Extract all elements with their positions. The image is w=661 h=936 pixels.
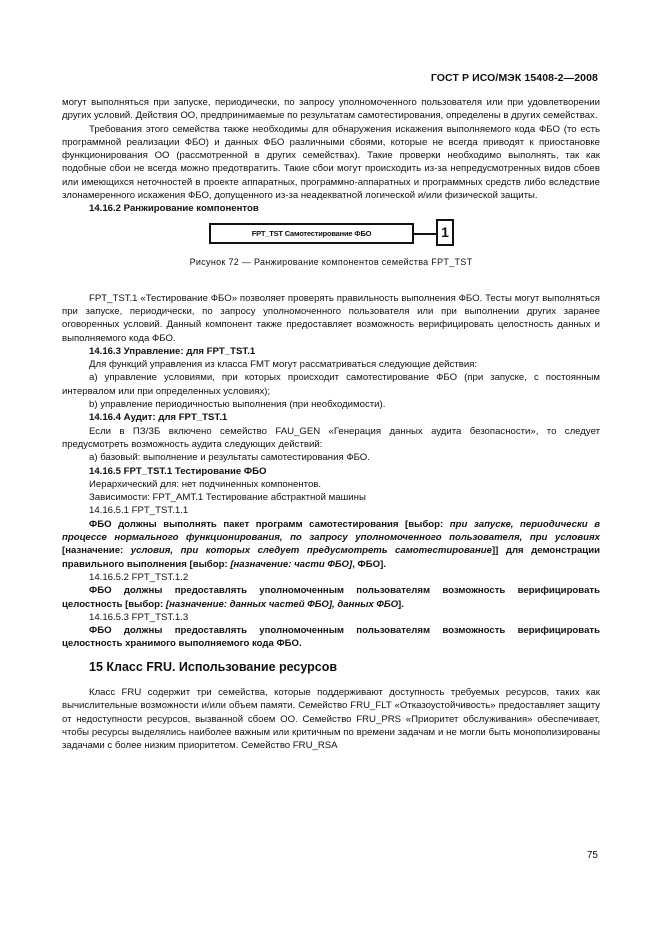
document-header: ГОСТ Р ИСО/МЭК 15408-2—2008 (430, 72, 598, 84)
paragraph: Требования этого семейства также необходимы для обнаружения искажения выполняемого кода ФБО (то есть программной реализации ФБО) и данных ФБО различными сбоями, которые не всегда приводят к приостановке функционирования ОО (рассмотренной в других семействах). Такие проверки необходимо выполнять, так как подобные сбои не всегда можно предотвратить. Такие сбои могут происходить из-за непредусмотренных видов сбоев или имеющихся неточностей в проекте аппаратных, программно-аппаратных и программных средств либо вследствие злонамеренного искажения ФБО, допущенного из-за неадекватной логической и/или физической защиты. (62, 123, 600, 202)
subsection-heading: 14.16.2 Ранжирование компонентов (89, 203, 259, 215)
paragraph: могут выполняться при запуске, периодически, по запросу уполномоченного пользователя или при удовлетворении других условий. Действия ОО, предпринимаемые по результатам самотестирования, определены в других семействах. (62, 97, 600, 122)
connector-line (414, 233, 436, 235)
paragraph: Класс FRU содержит три семейства, которые поддерживают доступность требуемых ресурсов, таких как вычислительные возможности и/или объем памяти. Семейство FRU_FLT «Отказоустойчивость» предоставляет защиту от недоступности ресурсов, вызванной сбоем ОО. Семейство FRU_PRS «Приоритет обслуживания» обеспечивает, чтобы ресурсы выделялись наиболее важным или критичным по времени задачам и не могли быть монополизированы задачами с более низким приоритетом. Семейство FRU_RSA (62, 686, 600, 752)
figure-caption: Рисунок 72 — Ранжирование компонентов семейства FPT_TST (189, 256, 473, 267)
element-number: 14.16.5.3 FPT_TST.1.3 (89, 611, 189, 623)
element-text: ФБО должны предоставлять уполномоченным пользователям возможность верифицировать целостность [выбор: [назначение: данных частей ФБО], данных ФБО]. (62, 585, 600, 610)
paragraph: FPT_TST.1 «Тестирование ФБО» позволяет проверять правильность выполнения ФБО. Тесты могут выполняться при запуске, периодически, по запросу уполномоченного пользователя или при выполнении других заранее оговоренных условий. Данный компонент также предоставляет возможность верифицировать целостность данных и выполняемого кода ФБО. (62, 292, 600, 344)
list-item: b) управление периодичностью выполнения (при необходимости). (89, 399, 386, 411)
paragraph: Зависимости: FPT_AMT.1 Тестирование абстрактной машины (89, 492, 366, 504)
list-item: a) управление условиями, при которых происходит самотестирование ФБО (при запуске, с постоянным интервалом или при определенных условиях); (62, 372, 600, 397)
paragraph: Если в ПЗ/ЗБ включено семейство FAU_GEN «Генерация данных аудита безопасности», то следует предусмотреть возможность аудита следующих действий: (62, 425, 600, 450)
subsection-heading: 14.16.4 Аудит: для FPT_TST.1 (89, 412, 228, 424)
element-text: ФБО должны выполнять пакет программ самотестирования [выбор: при запуске, периодически в процессе нормального функционирования, по запросу уполномоченного пользователя, при условиях [назначение: условия, при которых следует предусмотреть самотестирование]] для демонстрации правильного выполнения [выбор: [назначение: части ФБО], ФБО]. (62, 518, 601, 570)
paragraph: Иерархический для: нет подчиненных компонентов. (89, 478, 322, 490)
subsection-heading: 14.16.5 FPT_TST.1 Тестирование ФБО (89, 465, 267, 477)
list-item: a) базовый: выполнение и результаты самотестирования ФБО. (89, 452, 370, 464)
element-number: 14.16.5.2 FPT_TST.1.2 (89, 571, 189, 583)
element-number: 14.16.5.1 FPT_TST.1.1 (89, 505, 189, 517)
family-box: FPT_TST Самотестирование ФБО (209, 223, 414, 244)
section-heading: 15 Класс FRU. Использование ресурсов (89, 659, 338, 674)
component-number-box: 1 (436, 219, 454, 246)
page-number: 75 (586, 850, 598, 861)
page-content (62, 96, 600, 752)
spacer (62, 274, 600, 292)
subsection-heading: 14.16.3 Управление: для FPT_TST.1 (89, 345, 256, 357)
component-levelling-figure (62, 216, 600, 274)
paragraph: Для функций управления из класса FMT могут рассматриваться следующие действия: (89, 359, 478, 371)
element-text: ФБО должны предоставлять уполномоченным пользователям возможность верифицировать целостность хранимого выполняемого кода ФБО. (62, 625, 600, 650)
